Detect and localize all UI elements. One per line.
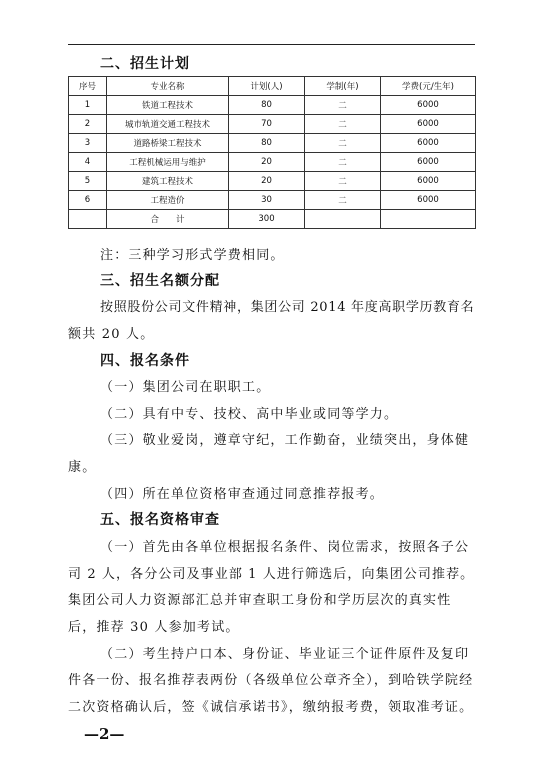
total-value: 300	[229, 210, 305, 229]
table-cell: 6000	[381, 191, 476, 210]
table-cell	[381, 210, 476, 229]
table-cell: 1	[69, 96, 107, 115]
table-cell: 铁道工程技术	[107, 96, 229, 115]
header-rule	[68, 44, 475, 45]
table-cell: 5	[69, 172, 107, 191]
table-cell: 4	[69, 153, 107, 172]
page-number: —2—	[84, 725, 125, 743]
table-row	[69, 96, 476, 115]
table-cell: 二	[305, 153, 381, 172]
table-cell: 工程机械运用与维护	[107, 153, 229, 172]
table-cell: 20	[229, 172, 305, 191]
tuition-note: 注：三种学习形式学费相同。	[100, 248, 285, 263]
table-cell	[305, 210, 381, 229]
table-cell: 建筑工程技术	[107, 172, 229, 191]
table-cell: 6000	[381, 96, 476, 115]
paragraph-line: 司 2 人，各分公司及事业部 1 人进行筛选后，向集团公司推荐。	[68, 567, 475, 582]
enrollment-plan-table	[68, 76, 476, 229]
table-cell: 二	[305, 172, 381, 191]
table-cell: 6000	[381, 115, 476, 134]
table-header-cell: 学制(年)	[305, 77, 381, 96]
table-cell: 2	[69, 115, 107, 134]
table-cell: 道路桥梁工程技术	[107, 134, 229, 153]
paragraph-line: 后，推荐 30 人参加考试。	[68, 620, 240, 635]
table-cell: 二	[305, 96, 381, 115]
table-cell: 30	[229, 191, 305, 210]
table-cell: 6	[69, 191, 107, 210]
table-row	[69, 134, 476, 153]
paragraph-line: 二次资格确认后，签《诚信承诺书》，缴纳报考费，领取准考证。	[68, 700, 474, 715]
table-row	[69, 172, 476, 191]
table-cell: 20	[229, 153, 305, 172]
table-header-cell: 专业名称	[107, 77, 229, 96]
table-total-row	[69, 210, 476, 229]
paragraph-line: （一）集团公司在职职工。	[100, 380, 271, 395]
table-cell: 工程造价	[107, 191, 229, 210]
table-cell: 6000	[381, 172, 476, 191]
paragraph-line: （一）首先由各单位根据报名条件、岗位需求，按照各子公	[100, 540, 470, 555]
table-cell: 3	[69, 134, 107, 153]
table-cell: 二	[305, 134, 381, 153]
section-heading-quota: 三、招生名额分配	[100, 273, 220, 289]
table-cell: 6000	[381, 153, 476, 172]
table-cell: 6000	[381, 134, 476, 153]
paragraph-line: （二）具有中专、技校、高中毕业或同等学力。	[100, 407, 399, 422]
table-row	[69, 191, 476, 210]
table-header-cell: 计划(人)	[229, 77, 305, 96]
paragraph-line: （二）考生持户口本、身份证、毕业证三个证件原件及复印	[100, 647, 470, 662]
paragraph-line: 按照股份公司文件精神，集团公司 2014 年度高职学历教育名	[100, 300, 475, 315]
table-cell: 二	[305, 115, 381, 134]
table-cell: 城市轨道交通工程技术	[107, 115, 229, 134]
paragraph-line: （三）敬业爱岗，遵章守纪，工作勤奋，业绩突出，身体健	[100, 433, 470, 448]
paragraph-line: 集团公司人力资源部汇总并审查职工身份和学历层次的真实性	[68, 593, 452, 608]
table-cell: 70	[229, 115, 305, 134]
paragraph-line: 额共 20 人。	[68, 327, 155, 342]
table-header-cell: 学费(元/生年)	[381, 77, 476, 96]
table-header-cell: 序号	[69, 77, 107, 96]
table-row	[69, 153, 476, 172]
table-cell	[69, 210, 107, 229]
paragraph-line: 康。	[68, 460, 97, 475]
table-cell: 二	[305, 191, 381, 210]
paragraph-line: 件各一份、报名推荐表两份（各级单位公章齐全），到哈铁学院经	[68, 673, 474, 688]
table-cell: 80	[229, 96, 305, 115]
table-header-row	[69, 77, 476, 96]
paragraph-line: （四）所在单位资格审查通过同意推荐报考。	[100, 487, 385, 502]
table-cell: 80	[229, 134, 305, 153]
section-heading-conditions: 四、报名条件	[100, 353, 190, 369]
section-heading-enrollment-plan: 二、招生计划	[100, 56, 190, 72]
table-row	[69, 115, 476, 134]
section-heading-qualification-review: 五、报名资格审查	[100, 512, 220, 528]
total-label: 合 计	[107, 210, 229, 229]
